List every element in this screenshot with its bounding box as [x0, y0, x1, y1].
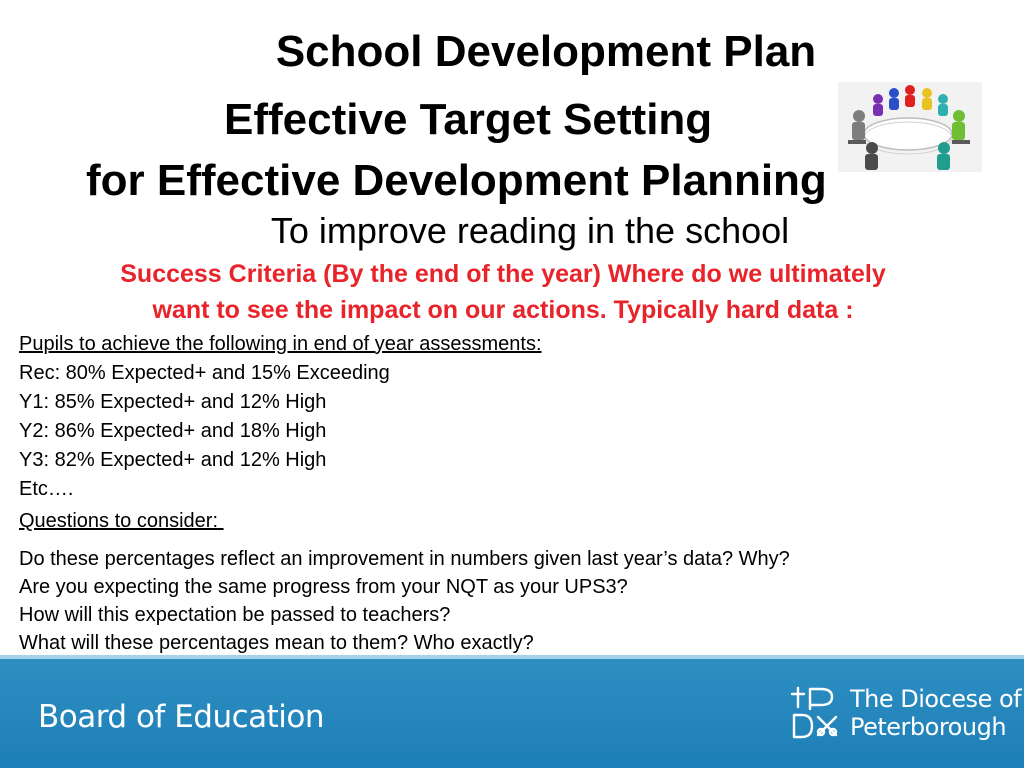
question-item: Are you expecting the same progress from your NQT as your UPS3?	[19, 576, 628, 598]
question-item: How will this expectation be passed to teachers?	[19, 604, 451, 626]
targets-heading: Pupils to achieve the following in end of year assessments:	[19, 333, 542, 355]
target-item: Y3: 82% Expected+ and 12% High	[19, 449, 327, 471]
success-criteria-line-1: Success Criteria (By the end of the year) Where do we ultimately	[120, 260, 886, 288]
diocese-name-line-2: Peterborough	[850, 713, 1007, 741]
subtitle-development-planning: for Effective Development Planning	[86, 156, 827, 205]
target-item: Rec: 80% Expected+ and 15% Exceeding	[19, 362, 390, 384]
subtitle-target-setting: Effective Target Setting	[224, 95, 713, 144]
target-item: Etc….	[19, 478, 74, 500]
diocese-name	[850, 685, 1021, 741]
diocese-name-line-1: The Diocese of	[850, 685, 1022, 713]
target-item: Y1: 85% Expected+ and 12% High	[19, 391, 327, 413]
board-of-education-label: Board of Education	[38, 699, 325, 735]
page-title: School Development Plan	[275, 27, 817, 76]
footer-banner	[0, 655, 1024, 768]
success-criteria	[0, 256, 1006, 328]
target-item: Y2: 86% Expected+ and 18% High	[19, 420, 327, 442]
goal-statement: To improve reading in the school	[270, 210, 790, 251]
diocese-cross-monogram-icon	[788, 685, 844, 741]
question-item: What will these percentages mean to them? Who exactly?	[19, 632, 534, 654]
meeting-table-people-icon	[838, 82, 982, 172]
question-item: Do these percentages reflect an improvement in numbers given last year’s data? Why?	[19, 548, 790, 570]
questions-heading: Questions to consider:	[19, 510, 224, 532]
footer-stripe	[0, 655, 1024, 659]
targets-section	[19, 330, 1009, 657]
success-criteria-line-2: want to see the impact on our actions. Typically hard data :	[152, 296, 854, 324]
